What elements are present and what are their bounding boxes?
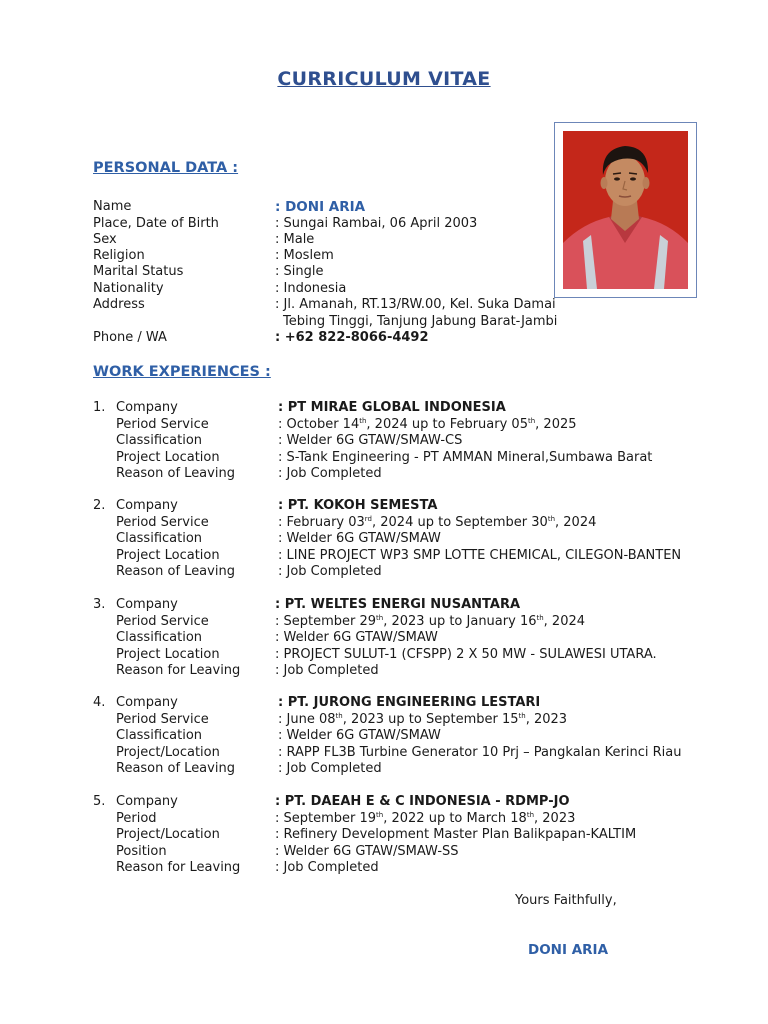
field-label: Project Location xyxy=(116,449,220,465)
field-label: Company xyxy=(116,695,178,710)
field-value: : Job Completed xyxy=(275,860,379,875)
item-number: 4. xyxy=(93,695,106,710)
company-value: : PT MIRAE GLOBAL INDONESIA xyxy=(278,400,506,415)
field-label: Period Service xyxy=(116,613,209,629)
field-label: Period Service xyxy=(116,514,209,530)
item-number: 3. xyxy=(93,597,106,612)
field-label: Reason of Leaving xyxy=(116,761,235,776)
name-value: : DONI ARIA xyxy=(275,199,366,215)
ordinal-suffix: th xyxy=(359,416,367,425)
field-label: Company xyxy=(116,597,178,612)
field-value xyxy=(275,811,575,827)
signature-name: DONI ARIA xyxy=(528,942,609,958)
date-text: , 2024 up to February 05 xyxy=(366,416,528,432)
field-label: Religion xyxy=(93,248,145,263)
field-value: : Job Completed xyxy=(278,466,382,481)
company-value: : PT. JURONG ENGINEERING LESTARI xyxy=(278,695,541,710)
field-value: : PROJECT SULUT-1 (CFSPP) 2 X 50 MW - SULAWESI UTARA. xyxy=(275,646,657,662)
date-text: , 2023 xyxy=(525,711,568,727)
date-text: : September 29 xyxy=(275,613,377,629)
field-value: : LINE PROJECT WP3 SMP LOTTE CHEMICAL, CILEGON-BANTEN xyxy=(278,547,682,563)
date-text: : October 14 xyxy=(278,416,360,432)
item-number: 2. xyxy=(93,498,106,513)
field-value: : Indonesia xyxy=(275,281,347,296)
field-value: Tebing Tinggi, Tanjung Jabung Barat-Jambi xyxy=(283,314,558,329)
profile-photo xyxy=(563,131,688,289)
field-label: Address xyxy=(93,297,145,312)
date-text: , 2024 xyxy=(543,613,586,629)
field-label: Reason of Leaving xyxy=(116,466,235,481)
work-experiences-heading: WORK EXPERIENCES : xyxy=(93,364,271,380)
field-value: : RAPP FL3B Turbine Generator 10 Prj – Pangkalan Kerinci Riau xyxy=(278,744,682,760)
ordinal-suffix: rd xyxy=(364,514,372,523)
field-label: Company xyxy=(116,400,178,415)
field-label: Classification xyxy=(116,531,203,546)
field-label: Position xyxy=(116,843,167,859)
field-label: Place, Date of Birth xyxy=(93,216,219,231)
field-label: Phone / WA xyxy=(93,330,167,345)
field-value: : Single xyxy=(275,264,324,279)
field-value: : Refinery Development Master Plan Balikpapan-KALTIM xyxy=(275,827,637,842)
date-text: , 2025 xyxy=(535,416,577,432)
field-label: Reason for Leaving xyxy=(116,860,241,875)
field-value: : Jl. Amanah, RT.13/RW.00, Kel. Suka Damai xyxy=(275,297,556,312)
ordinal-suffix: th xyxy=(335,711,343,720)
field-value: : Welder 6G GTAW/SMAW xyxy=(275,630,438,645)
field-value: : Job Completed xyxy=(278,564,382,579)
item-number: 5. xyxy=(93,794,106,809)
personal-data-heading: PERSONAL DATA : xyxy=(93,160,239,176)
company-value: : PT. KOKOH SEMESTA xyxy=(278,498,438,513)
phone-value: : +62 822-8066-4492 xyxy=(275,330,429,345)
field-label: Project/Location xyxy=(116,744,220,760)
field-value: : Male xyxy=(275,232,315,247)
ordinal-suffix: th xyxy=(527,416,536,425)
field-value: : Job Completed xyxy=(275,663,379,678)
profile-photo-frame xyxy=(554,122,697,298)
field-value: : Welder 6G GTAW/SMAW-SS xyxy=(275,843,459,859)
ordinal-suffix: th xyxy=(376,810,384,819)
field-label: Project Location xyxy=(116,547,220,563)
date-text: , 2023 up to September 15 xyxy=(342,711,519,727)
date-text: : February 03 xyxy=(278,514,365,530)
field-label: Nationality xyxy=(93,281,164,296)
field-label: Classification xyxy=(116,728,203,743)
ordinal-suffix: th xyxy=(536,613,544,622)
date-text: : June 08 xyxy=(278,711,336,727)
field-label: Classification xyxy=(116,630,203,645)
ordinal-suffix: th xyxy=(518,711,526,720)
date-text: , 2024 up to September 30 xyxy=(372,514,548,530)
date-text: , 2023 xyxy=(534,810,576,826)
ordinal-suffix: th xyxy=(376,613,384,622)
field-label: Company xyxy=(116,794,178,809)
field-label: Project Location xyxy=(116,646,220,662)
field-label: Company xyxy=(116,498,178,513)
item-number: 1. xyxy=(93,400,106,415)
field-label: Classification xyxy=(116,433,203,448)
field-value xyxy=(275,614,585,630)
field-label: Marital Status xyxy=(93,264,184,279)
field-value xyxy=(278,417,577,433)
field-value: : Welder 6G GTAW/SMAW-CS xyxy=(278,433,463,448)
field-value: : Sungai Rambai, 06 April 2003 xyxy=(275,216,478,231)
field-label: Period Service xyxy=(116,416,209,432)
field-label: Reason of Leaving xyxy=(116,564,235,579)
company-value: : PT. WELTES ENERGI NUSANTARA xyxy=(275,597,521,612)
field-value: : Welder 6G GTAW/SMAW xyxy=(278,728,441,743)
field-label: Project/Location xyxy=(116,827,220,842)
closing-salutation: Yours Faithfully, xyxy=(515,893,617,908)
field-label: Period xyxy=(116,810,157,826)
field-label: Reason for Leaving xyxy=(116,663,241,678)
field-value: : Moslem xyxy=(275,248,334,263)
field-value: : Welder 6G GTAW/SMAW xyxy=(278,531,441,546)
field-value xyxy=(278,515,596,531)
field-label: Name xyxy=(93,199,132,214)
company-value: : PT. DAEAH E & C INDONESIA - RDMP-JO xyxy=(275,794,570,809)
field-label: Sex xyxy=(93,232,117,247)
field-value xyxy=(278,712,567,728)
ordinal-suffix: th xyxy=(526,810,535,819)
field-value: : Job Completed xyxy=(278,761,382,776)
date-text: , 2022 up to March 18 xyxy=(383,810,527,826)
person-portrait-icon xyxy=(563,131,688,289)
date-text: , 2024 xyxy=(555,514,597,530)
ordinal-suffix: th xyxy=(547,514,556,523)
date-text: : September 19 xyxy=(275,810,377,826)
field-label: Period Service xyxy=(116,711,209,727)
date-text: , 2023 up to January 16 xyxy=(383,613,537,629)
page-title: CURRICULUM VITAE xyxy=(277,68,491,90)
field-value: : S-Tank Engineering - PT AMMAN Mineral,Sumbawa Barat xyxy=(278,449,653,465)
